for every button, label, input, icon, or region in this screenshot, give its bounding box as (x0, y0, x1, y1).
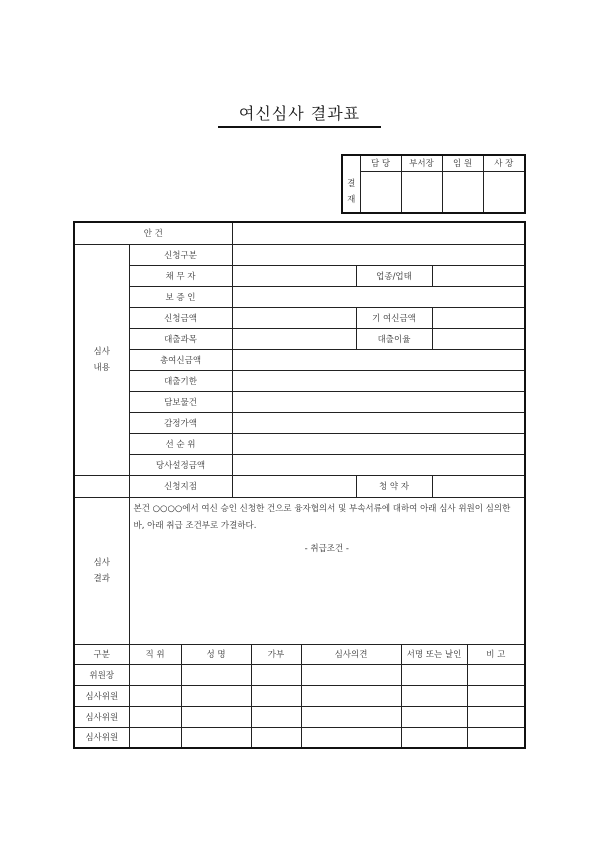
committee-position-cell[interactable] (129, 664, 181, 685)
committee-row-label: 위원장 (74, 664, 129, 685)
committee-header-opinion: 심사의견 (301, 644, 401, 664)
committee-name-cell[interactable] (181, 727, 251, 748)
priority-label: 선 순 위 (129, 433, 232, 454)
priority-value[interactable] (232, 433, 525, 454)
collateral-label: 담보물건 (129, 391, 232, 412)
review-result-text: 본건 ○○○○에서 여신 승인 신청한 건으로 융자협의서 및 부속서류에 대하여 아래 심사 위원이 심의한바, 아래 취급 조건부로 가결하다. (133, 503, 511, 531)
committee-name-cell[interactable] (181, 685, 251, 706)
approval-sign-executive[interactable] (442, 171, 483, 213)
appraisal-value[interactable] (232, 412, 525, 433)
debtor-label: 채 무 자 (129, 265, 232, 286)
branch-value[interactable] (232, 475, 356, 497)
existing-credit-label: 기 여신금액 (356, 307, 432, 328)
committee-row-label: 심사위원 (74, 706, 129, 727)
approval-table (341, 154, 526, 214)
apply-amount-value[interactable] (232, 307, 356, 328)
loan-rate-label: 대출이율 (356, 328, 432, 349)
committee-header-name: 성 명 (181, 644, 251, 664)
committee-header-type: 구분 (74, 644, 129, 664)
committee-signature-cell[interactable] (401, 685, 467, 706)
approval-header-staff: 담 당 (360, 155, 401, 171)
conditions-label: - 취급조건 - (304, 543, 349, 554)
approval-header-executive: 임 원 (442, 155, 483, 171)
page-title: 여신심사 결과표 (238, 104, 361, 123)
guarantor-value[interactable] (232, 286, 525, 307)
debtor-value[interactable] (232, 265, 356, 286)
committee-remarks-cell[interactable] (467, 727, 525, 748)
committee-remarks-cell[interactable] (467, 685, 525, 706)
committee-name-cell[interactable] (181, 706, 251, 727)
guarantor-label: 보 증 인 (129, 286, 232, 307)
approval-header-dept-head: 부서장 (401, 155, 442, 171)
committee-signature-cell[interactable] (401, 706, 467, 727)
industry-value[interactable] (432, 265, 525, 286)
branch-label: 신청지점 (129, 475, 232, 497)
collateral-value[interactable] (232, 391, 525, 412)
appraisal-label: 감정가액 (129, 412, 232, 433)
existing-credit-value[interactable] (432, 307, 525, 328)
committee-row-label: 심사위원 (74, 727, 129, 748)
committee-name-cell[interactable] (181, 664, 251, 685)
committee-remarks-cell[interactable] (467, 664, 525, 685)
committee-header-vote: 가부 (251, 644, 301, 664)
committee-position-cell[interactable] (129, 727, 181, 748)
loan-subject-value[interactable] (232, 328, 356, 349)
approval-sign-staff[interactable] (360, 171, 401, 213)
review-table (73, 221, 526, 749)
committee-vote-cell[interactable] (251, 685, 301, 706)
committee-position-cell[interactable] (129, 685, 181, 706)
apply-type-value[interactable] (232, 244, 525, 265)
branch-spacer (74, 475, 129, 497)
committee-row-label: 심사위원 (74, 685, 129, 706)
committee-vote-cell[interactable] (251, 727, 301, 748)
apply-type-label: 신청구분 (129, 244, 232, 265)
approval-side-label: 결 재 (342, 155, 360, 213)
apply-amount-label: 신청금액 (129, 307, 232, 328)
title-underline (218, 126, 381, 128)
committee-vote-cell[interactable] (251, 664, 301, 685)
review-result-label: 심사 결과 (74, 497, 129, 644)
committee-opinion-cell[interactable] (301, 664, 401, 685)
agenda-value[interactable] (232, 222, 525, 244)
approval-sign-president[interactable] (483, 171, 525, 213)
contractor-value[interactable] (432, 475, 525, 497)
approval-sign-dept-head[interactable] (401, 171, 442, 213)
committee-header-position: 직 위 (129, 644, 181, 664)
review-result-content[interactable] (129, 497, 525, 644)
agenda-label: 안 건 (74, 222, 232, 244)
setup-amount-value[interactable] (232, 454, 525, 475)
committee-header-signature: 서명 또는 날인 (401, 644, 467, 664)
committee-remarks-cell[interactable] (467, 706, 525, 727)
loan-rate-value[interactable] (432, 328, 525, 349)
total-credit-label: 총여신금액 (129, 349, 232, 370)
committee-opinion-cell[interactable] (301, 685, 401, 706)
committee-opinion-cell[interactable] (301, 727, 401, 748)
setup-amount-label: 당사설정금액 (129, 454, 232, 475)
loan-period-label: 대출기한 (129, 370, 232, 391)
industry-label: 업종/업태 (356, 265, 432, 286)
committee-signature-cell[interactable] (401, 664, 467, 685)
committee-opinion-cell[interactable] (301, 706, 401, 727)
committee-header-remarks: 비 고 (467, 644, 525, 664)
committee-position-cell[interactable] (129, 706, 181, 727)
loan-subject-label: 대출과목 (129, 328, 232, 349)
loan-period-value[interactable] (232, 370, 525, 391)
contractor-label: 청 약 자 (356, 475, 432, 497)
review-content-label: 심사 내용 (74, 244, 129, 475)
approval-header-president: 사 장 (483, 155, 525, 171)
total-credit-value[interactable] (232, 349, 525, 370)
committee-signature-cell[interactable] (401, 727, 467, 748)
committee-vote-cell[interactable] (251, 706, 301, 727)
